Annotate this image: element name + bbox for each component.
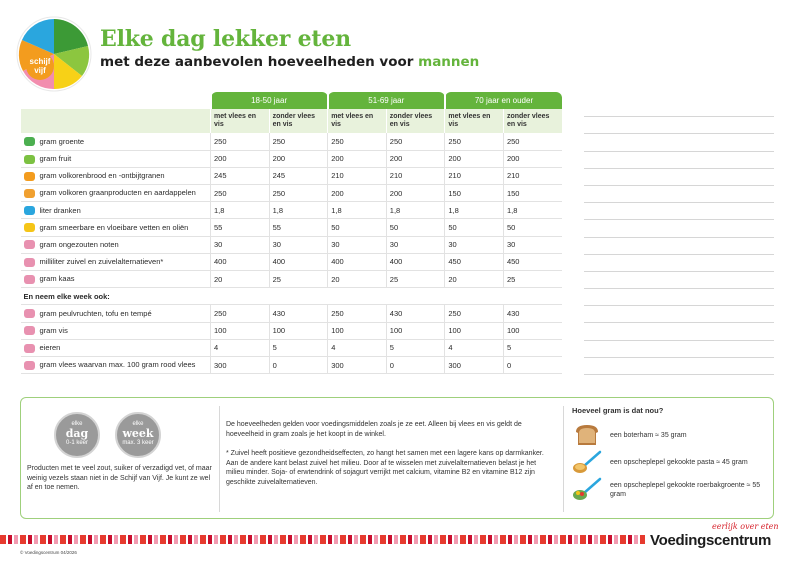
value-cell: 150 [445, 185, 504, 202]
value-cell: 250 [211, 185, 270, 202]
value-cell: 5 [503, 339, 562, 356]
value-cell: 1,8 [269, 202, 328, 219]
value-cell: 200 [445, 150, 504, 167]
weekly-rows [21, 305, 563, 374]
table-row [21, 339, 563, 356]
gram-item [572, 449, 770, 476]
value-cell: 4 [328, 339, 387, 356]
value-cell: 30 [269, 236, 328, 253]
value-cell: 1,8 [328, 202, 387, 219]
value-cell: 250 [445, 305, 504, 322]
note-line [584, 134, 774, 151]
brand-tagline: eerlijk over eten [712, 522, 779, 531]
weekly-badge-icon [115, 412, 161, 458]
value-cell: 250 [503, 133, 562, 150]
value-cell: 20 [445, 271, 504, 288]
diet-header-without-meat: zonder vlees en vis [503, 109, 562, 133]
row-label: gram peulvruchten, tofu en tempé [39, 308, 152, 318]
fruit-icon [24, 155, 35, 164]
note-line [584, 152, 774, 169]
table-row [21, 167, 563, 184]
daily-badge-icon [54, 412, 100, 458]
value-cell: 250 [269, 185, 328, 202]
value-cell: 5 [269, 339, 328, 356]
info-box [20, 397, 774, 519]
value-cell: 200 [386, 185, 445, 202]
grain-icon [24, 189, 35, 198]
table-row [21, 253, 563, 270]
note-line [584, 358, 774, 375]
value-cell: 1,8 [503, 202, 562, 219]
row-label-cell [21, 253, 211, 270]
table-row [21, 133, 563, 150]
dairy-icon [24, 258, 35, 267]
value-cell: 250 [269, 133, 328, 150]
value-cell: 400 [269, 253, 328, 270]
value-cell: 4 [211, 339, 270, 356]
value-cell: 450 [503, 253, 562, 270]
value-cell: 25 [503, 271, 562, 288]
value-cell: 100 [328, 322, 387, 339]
value-cell: 150 [503, 185, 562, 202]
fish-icon [24, 326, 35, 335]
value-cell: 200 [328, 150, 387, 167]
vegetable-spoon-icon [572, 477, 602, 501]
note-line [584, 323, 774, 340]
row-label: gram volkoren graanproducten en aardappelen [39, 188, 196, 198]
row-label: gram vis [39, 325, 68, 335]
value-cell: 430 [269, 305, 328, 322]
value-cell: 250 [445, 133, 504, 150]
note-line [584, 238, 774, 255]
value-cell: 200 [269, 150, 328, 167]
value-cell: 0 [269, 356, 328, 373]
value-cell: 200 [503, 150, 562, 167]
daily-rows [21, 133, 563, 288]
value-cell: 400 [211, 253, 270, 270]
legumes-icon [24, 309, 35, 318]
page-title: Elke dag lekker eten [100, 26, 351, 52]
value-cell: 30 [503, 236, 562, 253]
egg-icon [24, 344, 35, 353]
note-line [584, 100, 774, 117]
value-cell: 100 [445, 322, 504, 339]
fat-icon [24, 223, 35, 232]
value-cell: 30 [211, 236, 270, 253]
table-row [21, 356, 563, 373]
diet-header-without-meat: zonder vlees en vis [269, 109, 328, 133]
value-cell: 4 [445, 339, 504, 356]
gram-item-text: een opscheplepel gekookte roerbakgroente ≈ 55 gram [610, 481, 761, 498]
row-label: gram fruit [39, 154, 72, 164]
value-cell: 400 [386, 253, 445, 270]
row-label: gram ongezouten noten [39, 239, 119, 249]
nutrition-table [20, 92, 562, 374]
row-label-cell [21, 167, 211, 184]
decorative-stripe [0, 535, 645, 544]
value-cell: 1,8 [386, 202, 445, 219]
note-line [584, 203, 774, 220]
row-label-cell [21, 150, 211, 167]
diet-header-without-meat: zonder vlees en vis [386, 109, 445, 133]
value-cell: 250 [211, 133, 270, 150]
value-cell: 245 [269, 167, 328, 184]
pasta-spoon-icon [572, 450, 602, 474]
value-cell: 100 [386, 322, 445, 339]
note-lines [584, 100, 774, 375]
value-cell: 50 [445, 219, 504, 236]
recommendations-table [20, 92, 562, 374]
value-cell: 1,8 [445, 202, 504, 219]
note-line [584, 289, 774, 306]
gram-item-text: een boterham ≈ 35 gram [610, 432, 687, 439]
row-label: liter dranken [39, 205, 81, 215]
value-cell: 245 [211, 167, 270, 184]
value-cell: 430 [503, 305, 562, 322]
value-cell: 300 [211, 356, 270, 373]
row-label-cell [21, 271, 211, 288]
vegetable-icon [24, 137, 35, 146]
value-cell: 210 [503, 167, 562, 184]
bread-icon [24, 172, 35, 181]
row-label-cell [21, 305, 211, 322]
table-row [21, 219, 563, 236]
age-group-header: 51-69 jaar [328, 92, 445, 109]
note-line [584, 341, 774, 358]
badge-big-text: dag [65, 427, 89, 440]
value-cell: 25 [386, 271, 445, 288]
row-label: milliliter zuivel en zuivelalternatieven* [39, 257, 164, 267]
row-label: gram kaas [39, 274, 75, 284]
info-notes [226, 420, 551, 497]
table-row [21, 185, 563, 202]
row-label-cell [21, 185, 211, 202]
value-cell: 250 [328, 133, 387, 150]
badge-small-text: elke [132, 421, 144, 427]
age-header-spacer [21, 92, 211, 109]
row-label-cell [21, 339, 211, 356]
row-label: eieren [39, 343, 61, 353]
value-cell: 200 [328, 185, 387, 202]
note-line [584, 169, 774, 186]
value-cell: 30 [386, 236, 445, 253]
week-heading-section [21, 288, 563, 305]
nuts-icon [24, 240, 35, 249]
note-line [584, 220, 774, 237]
gram-item [572, 476, 770, 503]
value-cell: 400 [328, 253, 387, 270]
value-cell: 100 [269, 322, 328, 339]
age-group-header: 70 jaar en ouder [445, 92, 562, 109]
value-cell: 430 [386, 305, 445, 322]
value-cell: 200 [386, 150, 445, 167]
brand-name: Voedingscentrum [650, 532, 772, 549]
divider [219, 406, 220, 512]
schijf-van-vijf-logo [14, 14, 94, 94]
table-row [21, 202, 563, 219]
week-heading: En neem elke week ook: [21, 288, 563, 305]
note-quantities: De hoeveelheden gelden voor voedingsmiddelen zoals je ze eet. Alleen bij vlees en vis geldt de hoeveelheid in gram zoals je het koopt in de winkel. [226, 421, 522, 438]
value-cell: 0 [503, 356, 562, 373]
row-label: gram volkorenbrood en -ontbijtgranen [39, 171, 165, 181]
value-cell: 50 [503, 219, 562, 236]
value-cell: 20 [328, 271, 387, 288]
value-cell: 30 [445, 236, 504, 253]
table-row [21, 322, 563, 339]
row-label-cell [21, 322, 211, 339]
divider [563, 406, 564, 512]
value-cell: 1,8 [211, 202, 270, 219]
note-line [584, 272, 774, 289]
value-cell: 25 [269, 271, 328, 288]
value-cell: 55 [211, 219, 270, 236]
value-cell: 300 [445, 356, 504, 373]
logo-text-schijf: schijf [29, 57, 51, 66]
diet-header-spacer [21, 109, 211, 133]
badge-big-text: week [122, 427, 154, 440]
gram-item [572, 422, 770, 449]
gram-guide [572, 406, 770, 503]
meat-icon [24, 361, 35, 370]
subtitle-main: met deze aanbevolen hoeveelheden voor [100, 54, 414, 70]
diet-header-with-meat: met vlees en vis [211, 109, 270, 133]
diet-header-with-meat: met vlees en vis [328, 109, 387, 133]
value-cell: 210 [328, 167, 387, 184]
row-label: gram groente [39, 136, 85, 146]
table-row [21, 150, 563, 167]
value-cell: 250 [386, 133, 445, 150]
logo-text-vijf: vijf [34, 66, 46, 75]
gram-item-text: een opscheplepel gekookte pasta ≈ 45 gram [610, 459, 748, 466]
row-label-cell [21, 356, 211, 373]
note-line [584, 255, 774, 272]
outside-schijf-text: Producten met te veel zout, suiker of verzadigd vet, of maar weinig vezels staan niet in de Schijf van Vijf. Je kunt ze wel af en toe nemen. [27, 465, 212, 491]
note-line [584, 117, 774, 134]
value-cell: 300 [328, 356, 387, 373]
value-cell: 100 [211, 322, 270, 339]
gram-guide-title: Hoeveel gram is dat nou? [572, 406, 664, 415]
row-label: gram smeerbare en vloeibare vetten en oliën [39, 222, 189, 232]
table-row [21, 271, 563, 288]
row-label-cell [21, 202, 211, 219]
drink-icon [24, 206, 35, 215]
value-cell: 210 [445, 167, 504, 184]
value-cell: 100 [503, 322, 562, 339]
badge-note-text: max. 3 keer [122, 440, 154, 446]
table-row [21, 236, 563, 253]
value-cell: 20 [211, 271, 270, 288]
value-cell: 55 [269, 219, 328, 236]
value-cell: 5 [386, 339, 445, 356]
value-cell: 210 [386, 167, 445, 184]
note-line [584, 186, 774, 203]
row-label: gram vlees waarvan max. 100 gram rood vlees [39, 360, 196, 370]
cheese-icon [24, 275, 35, 284]
value-cell: 450 [445, 253, 504, 270]
copyright: © Voedingscentrum 04/2026 [20, 550, 77, 555]
value-cell: 30 [328, 236, 387, 253]
age-group-header: 18-50 jaar [211, 92, 328, 109]
note-dairy: * Zuivel heeft positieve gezondheidseffecten, zo hangt het samen met een lagere kans op darmkanker. Aan de andere kant belast zuivel het milieu. Door af te wisselen met zuivelalternatieven belast je het milieu minder. Soja- of erwtendrink of sojagurt verrijkt met calcium, vitamine B2 en vitamine B12 zijn geschikte zuivelalternatieven. [226, 450, 544, 486]
value-cell: 50 [328, 219, 387, 236]
value-cell: 0 [386, 356, 445, 373]
value-cell: 250 [328, 305, 387, 322]
page-subtitle [100, 54, 479, 70]
value-cell: 50 [386, 219, 445, 236]
value-cell: 200 [211, 150, 270, 167]
row-label-cell [21, 236, 211, 253]
value-cell: 250 [211, 305, 270, 322]
note-line [584, 306, 774, 323]
diet-header-with-meat: met vlees en vis [445, 109, 504, 133]
row-label-cell [21, 133, 211, 150]
badge-small-text: elke [71, 421, 83, 427]
row-label-cell [21, 219, 211, 236]
subtitle-accent: mannen [418, 54, 480, 70]
table-row [21, 305, 563, 322]
bread-slice-icon [572, 423, 602, 447]
badge-note-text: 0-1 keer [65, 440, 88, 446]
